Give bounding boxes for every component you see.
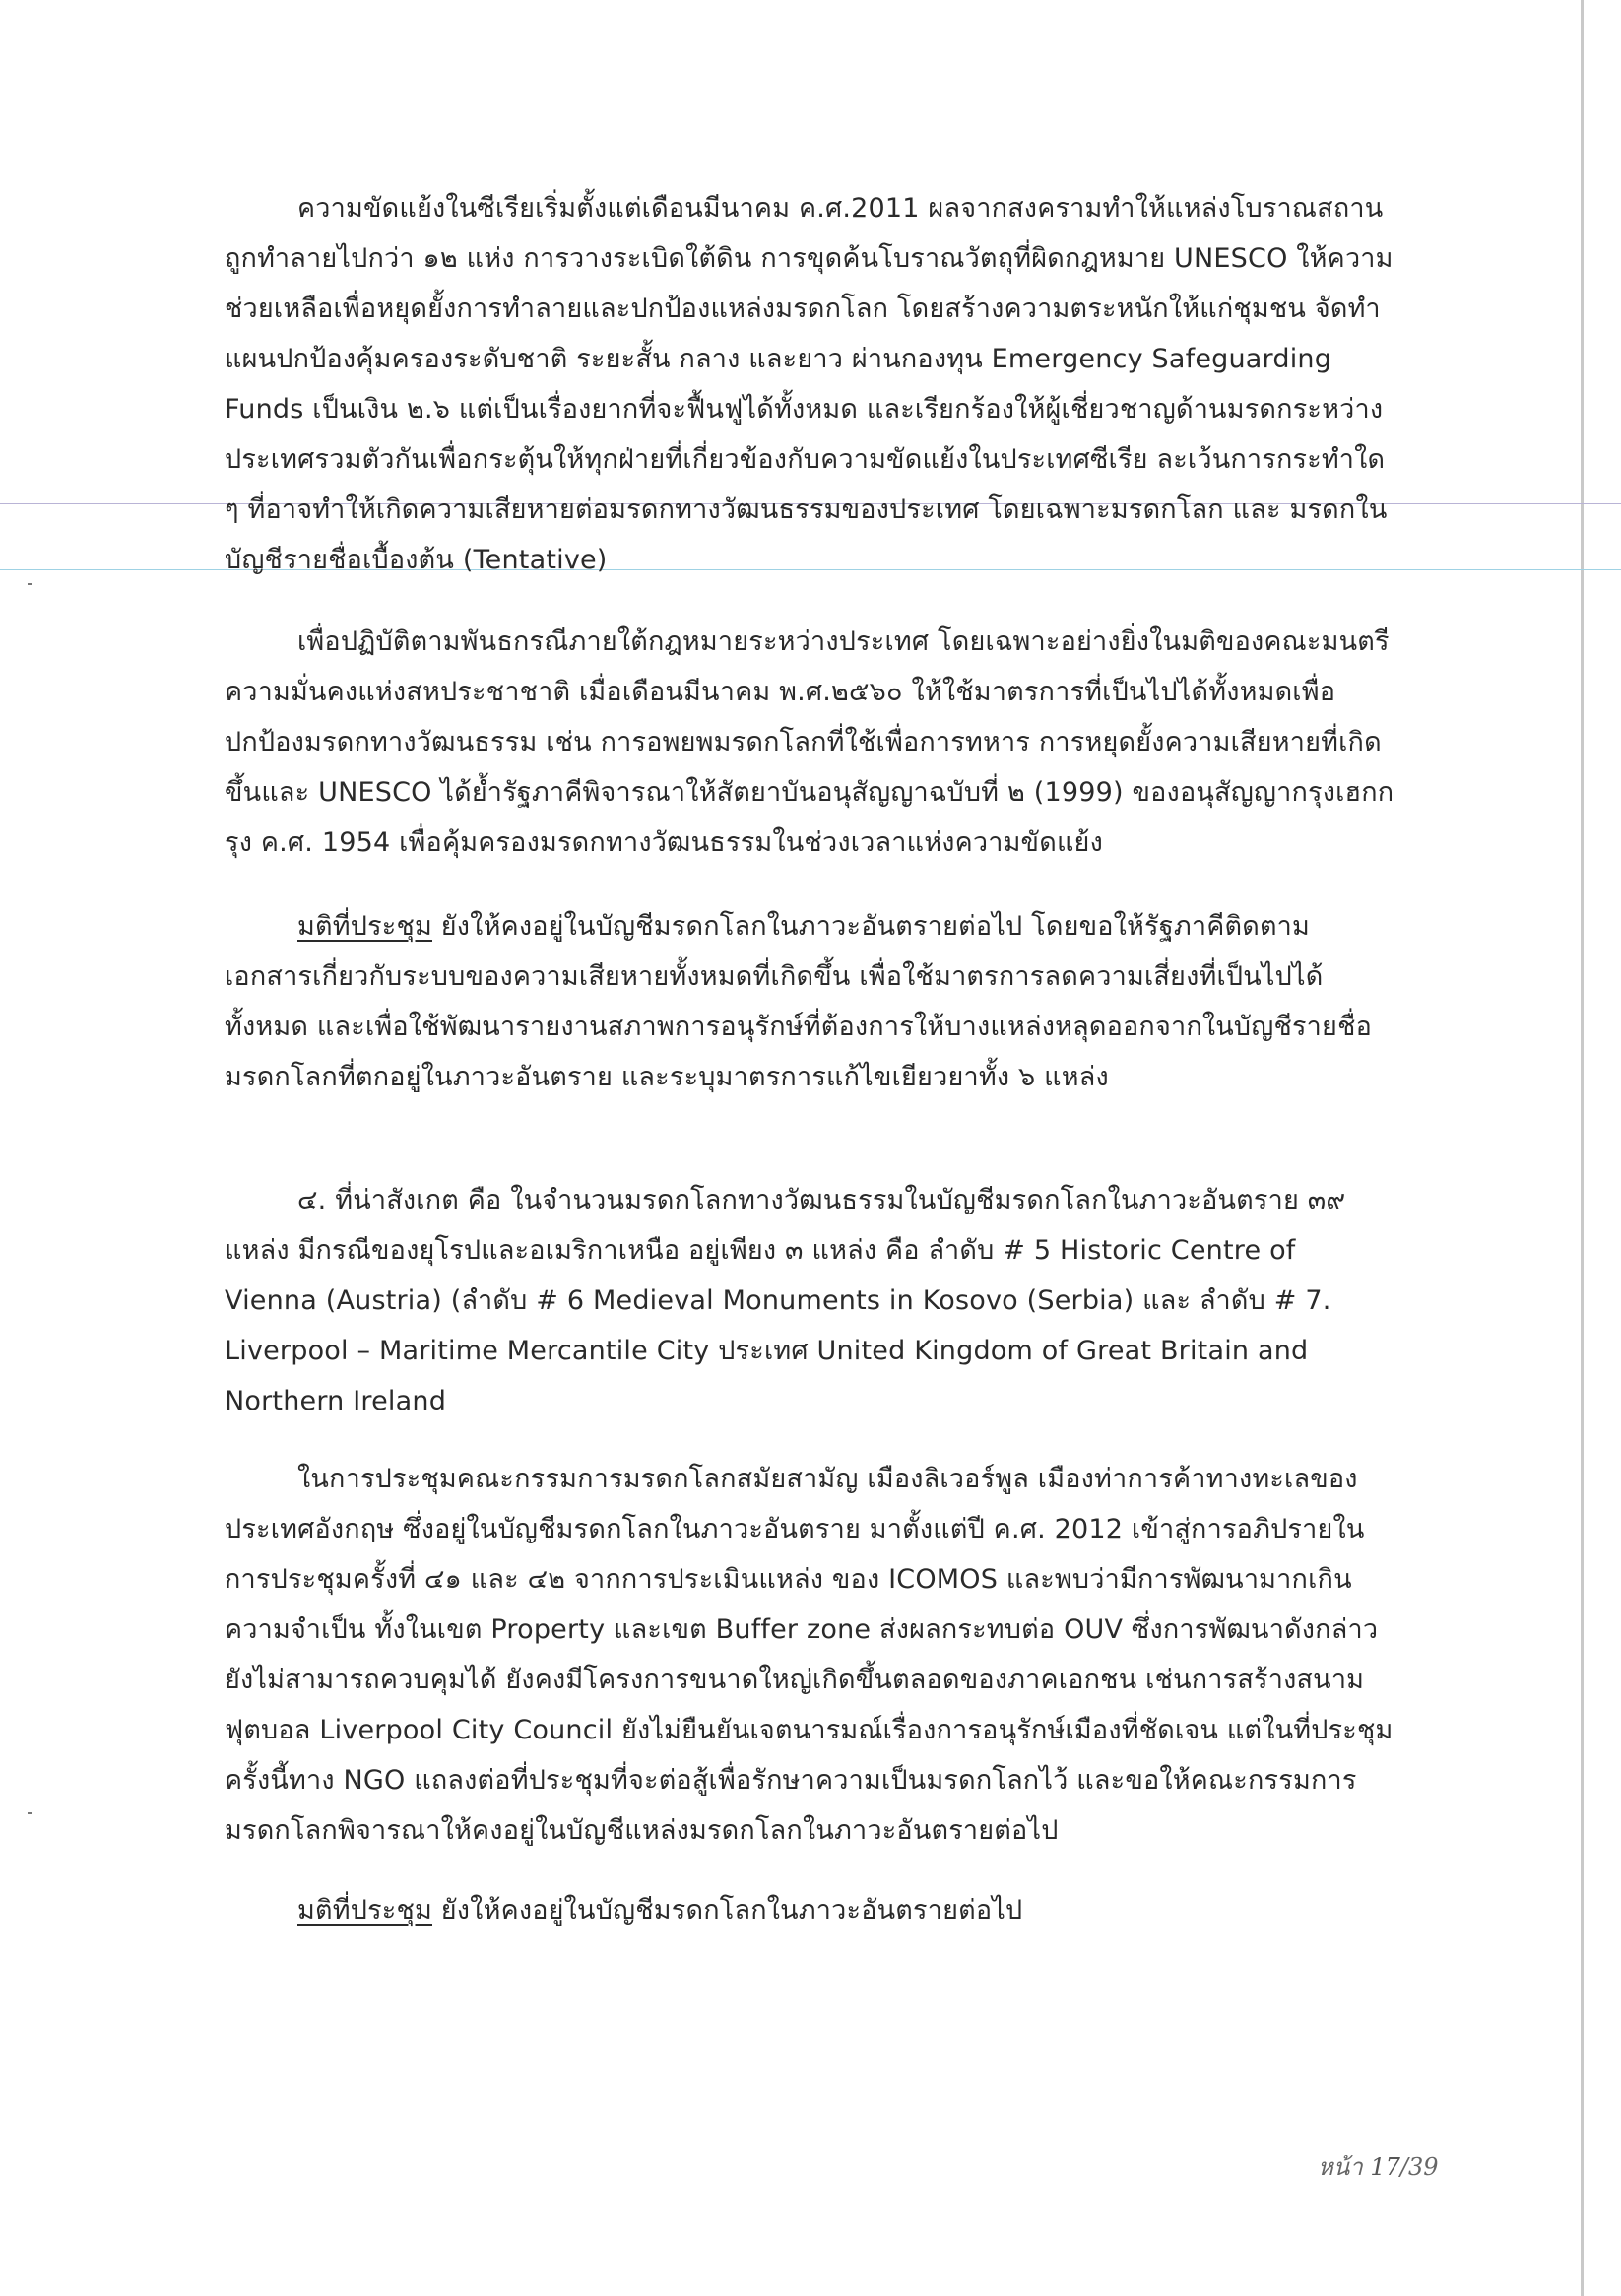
page-number-total: /39 — [1399, 2153, 1439, 2181]
paragraph-liverpool — [225, 1454, 1396, 1856]
page-number-current: 17 — [1370, 2153, 1400, 2181]
paragraph-text: ในการประชุมคณะกรรมการมรดกโลกสมัยสามัญ เมืองลิเวอร์พูล เมืองท่าการค้าทางทะเลของประเทศอังกฤษ ซึ่งอยู่ในบัญชีมรดกโลกในภาวะอันตราย มาตั้งแต่ปี ค.ศ. 2012 เข้าสู่การอภิปรายในการประชุมครั้งที่ ๔๑ และ ๔๒ จากการประเมินแหล่ง ของ ICOMOS และพบว่ามีการพัฒนามากเกินความจำเป็น ทั้งในเขต Property และเขต Buffer zone ส่งผลกระทบต่อ OUV ซึ่งการพัฒนาดังกล่าวยังไม่สามารถควบคุมได้ ยังคงมีโครงการขนาดใหญ่เกิดขึ้นตลอดของภาคเอกชน เช่นการสร้างสนามฟุตบอล Liverpool City Council ยังไม่ยืนยันเจตนารมณ์เรื่องการอนุรักษ์เมืองที่ชัดเจน แต่ในที่ประชุมครั้งนี้ทาง NGO แถลงต่อที่ประชุมที่จะต่อสู้เพื่อรักษาความเป็นมรดกโลกไว้ และขอให้คณะกรรมการมรดกโลกพิจารณาให้คงอยู่ในบัญชีแหล่งมรดกโลกในภาวะอันตรายต่อไป — [225, 1464, 1394, 1846]
paragraph-syria-conflict — [225, 183, 1396, 585]
paragraph-text: ยังให้คงอยู่ในบัญชีมรดกโลกในภาวะอันตรายต่อไป — [432, 1895, 1023, 1926]
paragraph-resolution-liverpool — [225, 1885, 1396, 1935]
scan-speck — [28, 1812, 32, 1814]
document-body — [225, 183, 1396, 1935]
paragraph-europe-north-america — [225, 1175, 1396, 1426]
page-edge-shadow — [1581, 0, 1584, 2296]
page-number-prefix: หน้า — [1318, 2153, 1371, 2181]
paragraph-international-obligations — [225, 617, 1396, 868]
resolution-label: มติที่ประชุม — [297, 1895, 432, 1926]
resolution-label: มติที่ประชุม — [297, 911, 432, 942]
paragraph-text: ๔. ที่น่าสังเกต คือ ในจำนวนมรดกโลกทางวัฒนธรรมในบัญชีมรดกโลกในภาวะอันตราย ๓๙ แหล่ง มีกรณีของยุโรปและอเมริกาเหนือ อยู่เพียง ๓ แหล่ง คือ ลำดับ # 5 Historic Centre of Vienna (Austria) (ลำดับ # 6 Medieval Monuments in Kosovo (Serbia) และ ลำดับ # 7. Liverpool – Maritime Mercantile City ประเทศ United Kingdom of Great Britain and Northern Ireland — [225, 1185, 1346, 1416]
paragraph-text: เพื่อปฏิบัติตามพันธกรณีภายใต้กฎหมายระหว่างประเทศ โดยเฉพาะอย่างยิ่งในมติของคณะมนตรีความมั่นคงแห่งสหประชาชาติ เมื่อเดือนมีนาคม พ.ศ.๒๕๖๐ ให้ใช้มาตรการที่เป็นไปได้ทั้งหมดเพื่อปกป้องมรดกทางวัฒนธรรม เช่น การอพยพมรดกโลกที่ใช้เพื่อการทหาร การหยุดยั้งความเสียหายที่เกิดขึ้นและ UNESCO ได้ย้ำรัฐภาคีพิจารณาให้สัตยาบันอนุสัญญาฉบับที่ ๒ (1999) ของอนุสัญญากรุงเฮกกรุง ค.ศ. 1954 เพื่อคุ้มครองมรดกทางวัฒนธรรมในช่วงเวลาแห่งความขัดแย้ง — [225, 626, 1394, 858]
scan-speck — [28, 583, 32, 585]
paragraph-resolution-syria — [225, 901, 1396, 1102]
paragraph-text: ยังให้คงอยู่ในบัญชีมรดกโลกในภาวะอันตรายต่อไป โดยขอให้รัฐภาคีติดตามเอกสารเกี่ยวกับระบบของความเสียหายทั้งหมดที่เกิดขึ้น เพื่อใช้มาตรการลดความเสี่ยงที่เป็นไปได้ทั้งหมด และเพื่อใช้พัฒนารายงานสภาพการอนุรักษ์ที่ต้องการให้บางแหล่งหลุดออกจากในบัญชีรายชื่อมรดกโลกที่ตกอยู่ในภาวะอันตราย และระบุมาตรการแก้ไขเยียวยาทั้ง ๖ แหล่ง — [225, 911, 1373, 1092]
page-number — [1318, 2147, 1439, 2186]
paragraph-text: ความขัดแย้งในซีเรียเริ่มตั้งแต่เดือนมีนาคม ค.ศ.2011 ผลจากสงครามทำให้แหล่งโบราณสถานถูกทำลายไปกว่า ๑๒ แห่ง การวางระเบิดใต้ดิน การขุดค้นโบราณวัตถุที่ผิดกฎหมาย UNESCO ให้ความช่วยเหลือเพื่อหยุดยั้งการทำลายและปกป้องแหล่งมรดกโลก โดยสร้างความตระหนักให้แก่ชุมชน จัดทำแผนปกป้องคุ้มครองระดับชาติ ระยะสั้น กลาง และยาว ผ่านกองทุน Emergency Safeguarding Funds เป็นเงิน ๒.๖ แต่เป็นเรื่องยากที่จะฟื้นฟูได้ทั้งหมด และเรียกร้องให้ผู้เชี่ยวชาญด้านมรดกระหว่างประเทศรวมตัวกันเพื่อกระตุ้นให้ทุกฝ่ายที่เกี่ยวข้องกับความขัดแย้งในประเทศซีเรีย ละเว้นการกระทำใด ๆ ที่อาจทำให้เกิดความเสียหายต่อมรดกทางวัฒนธรรมของประเทศ โดยเฉพาะมรดกโลก และ มรดกในบัญชีรายชื่อเบื้องต้น (Tentative) — [225, 193, 1394, 575]
